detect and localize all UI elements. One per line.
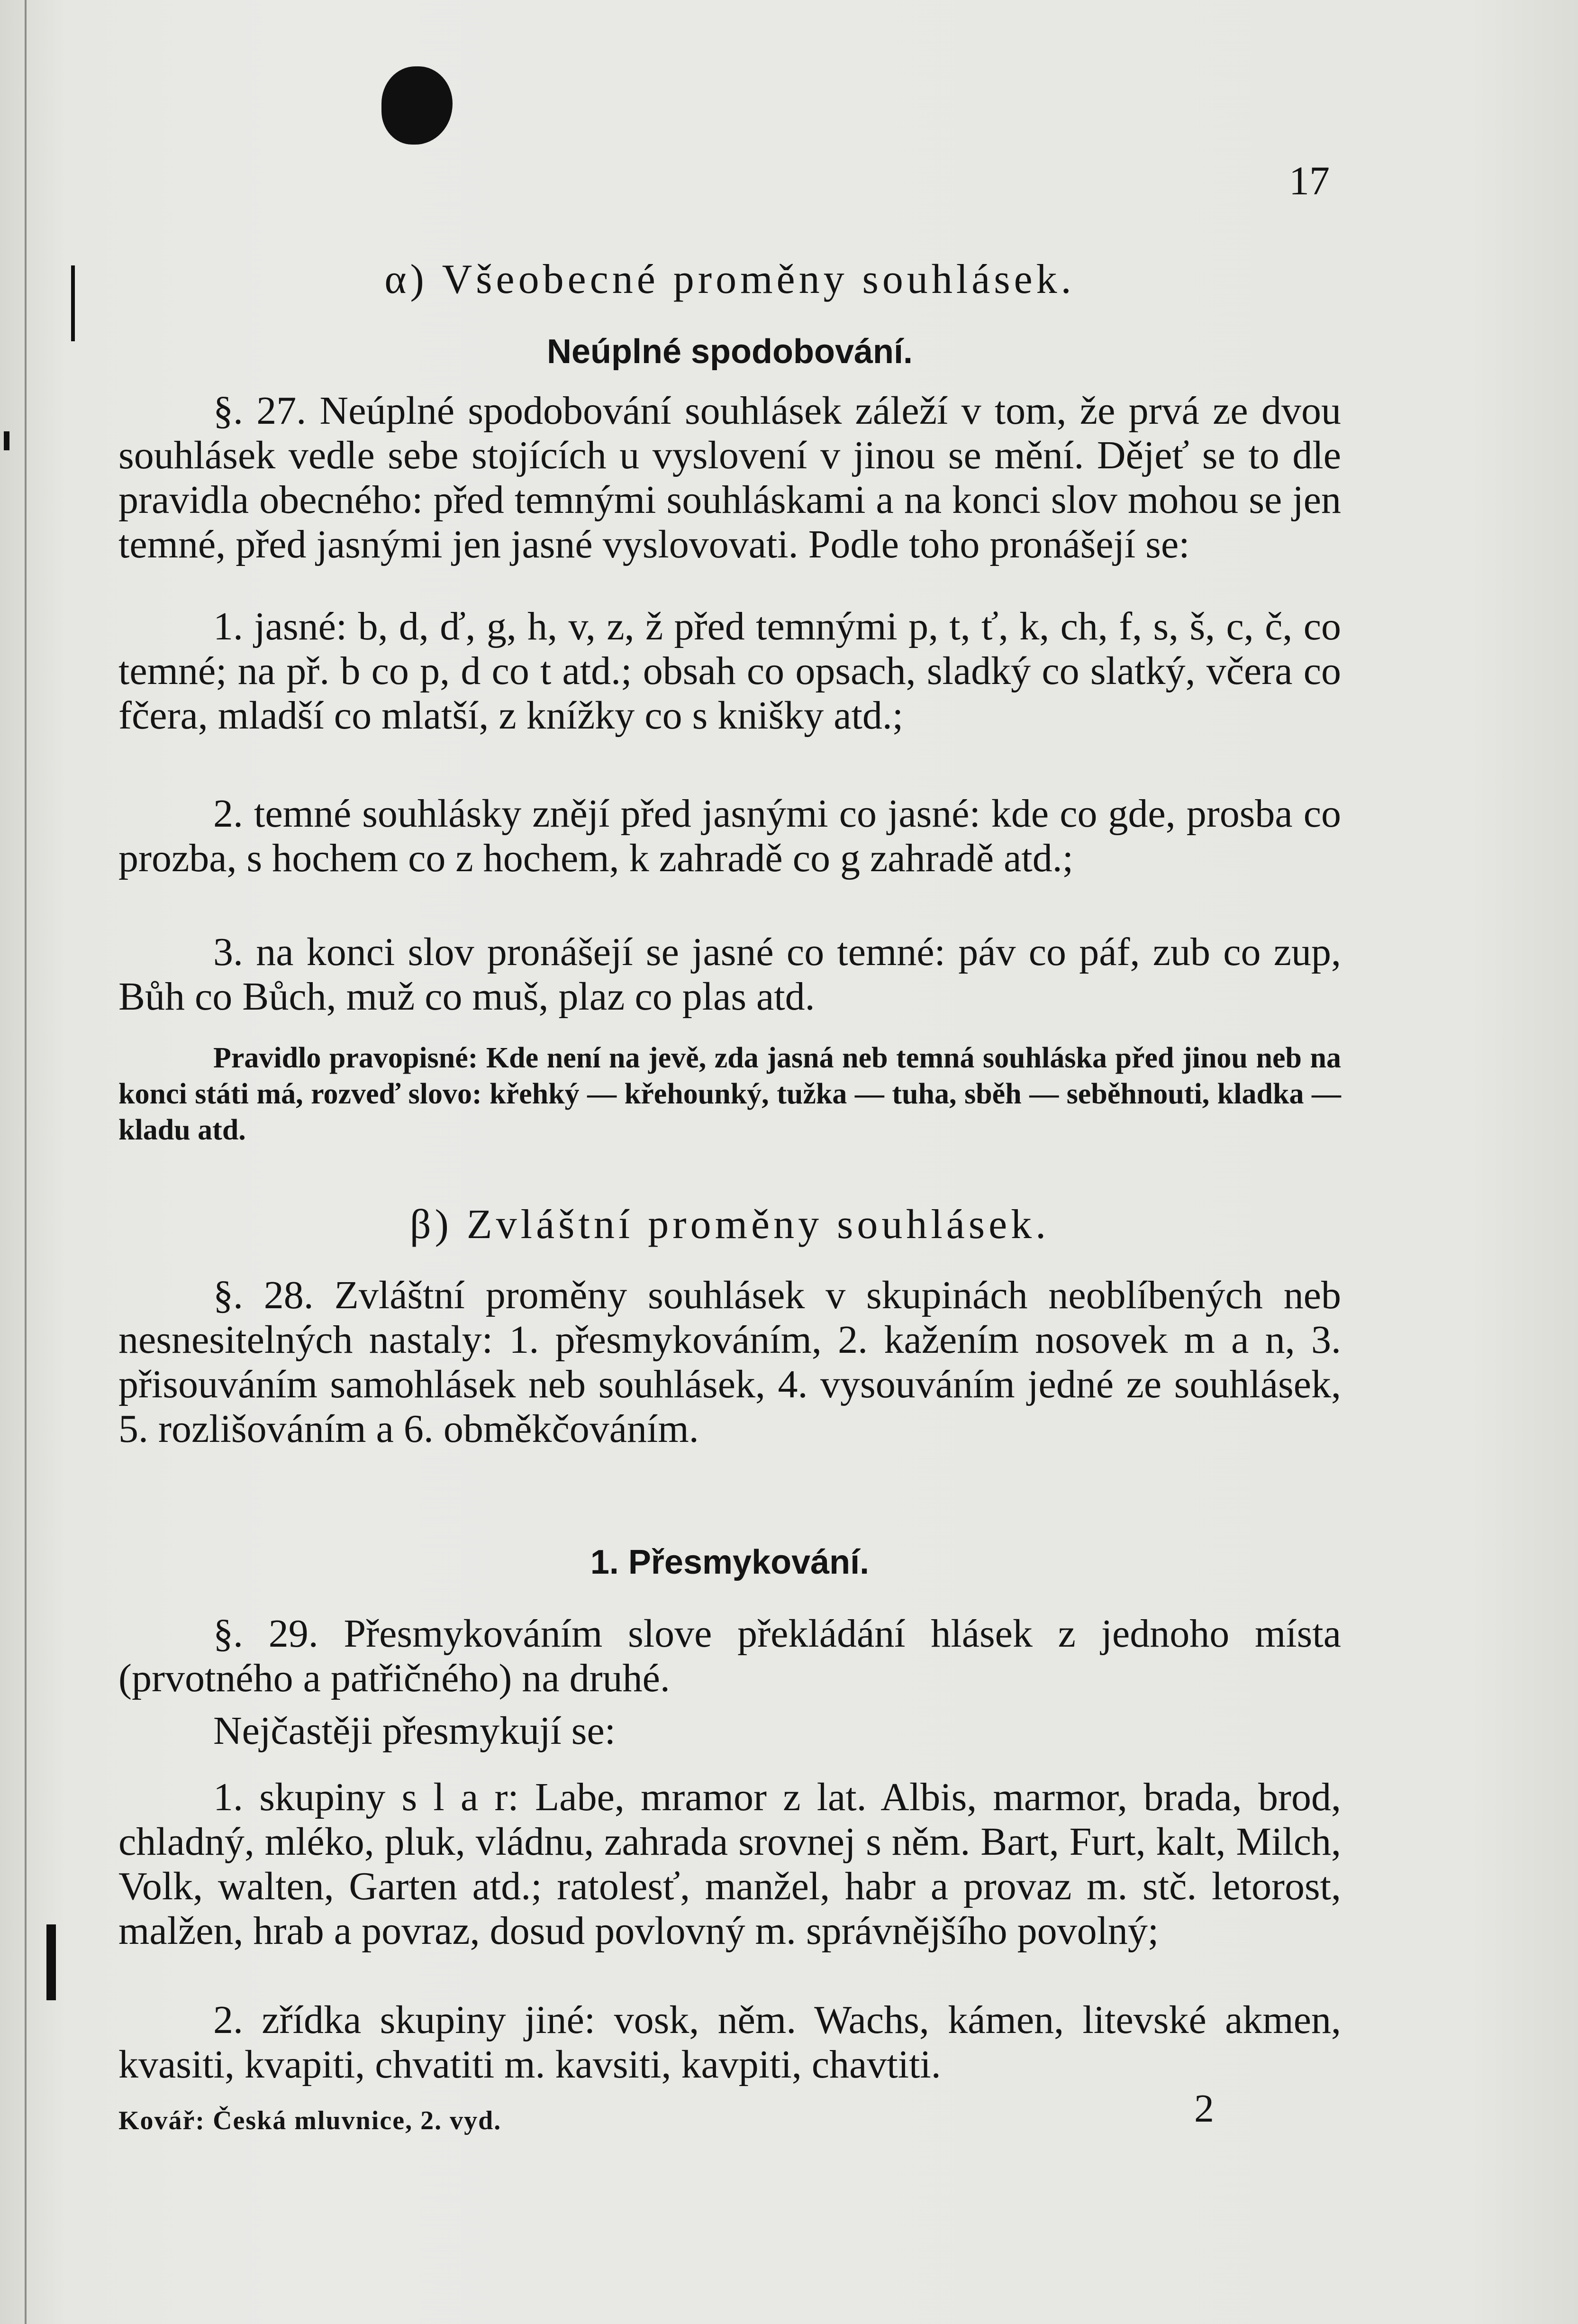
orthography-note: Pravidlo pravopisné: Kde není na jevě, zda jasná neb temná souhláska před jinou neb na konci státi má, rozveď slovo: křehký — křehounký, tužka — tuha, sběh — seběhnouti, kladka — kladu atd.: [118, 1042, 1341, 1146]
page-number: 17: [1289, 158, 1330, 203]
rule-3: 3. na konci slov pronášejí se jasné co temné: páv co páf, zub co zup, Bůh co Bůch, muž co muš, plaz co plas atd.: [118, 930, 1341, 1019]
ink-blot: [381, 66, 453, 145]
rule-1: 1. jasné: b, d, ď, g, h, v, z, ž před temnými p, t, ť, k, ch, f, s, š, c, č, co temné; na př. b co p, d co t atd.; obsah co opsach, sladký co slatký, včera co fčera, mladší co mlatší, z knížky co s knišky atd.;: [118, 604, 1341, 738]
rule-1-block: [118, 604, 1341, 738]
metathesis-2-block: [118, 1998, 1341, 2087]
edge-mark-bottom: [46, 1924, 56, 2000]
edge-mark-top: [71, 265, 75, 341]
rule-2: 2. temné souhlásky znějí před jasnými co jasné: kde co gde, prosba co prozba, s hochem co z hochem, k zahradě co g zahradě atd.;: [118, 792, 1341, 880]
subheading-incomplete-assimilation: Neúplné spodobování.: [546, 333, 913, 371]
paragraph-27: §. 27. Neúplné spodobování souhlásek záleží v tom, že prvá ze dvou souhlásek vedle sebe stojících u vyslovení v jinou se mění. Dějeť se to dle pravidla obecného: před temnými souhláskami a na konci slov mohou se jen temné, před jasnými jen jasné vyslovovati. Podle toho pronášejí se:: [118, 389, 1341, 566]
paragraph-27-block: [118, 389, 1341, 567]
paragraph-29: §. 29. Přesmykováním slove překládání hlásek z jednoho místa (prvotného a patřičného) na druhé.: [118, 1612, 1341, 1700]
intro-block: [118, 1709, 1341, 1753]
signature-mark: 2: [1194, 2087, 1214, 2131]
metathesis-1-block: [118, 1775, 1341, 1953]
edge-mark-mid: [4, 431, 9, 450]
metathesis-1: 1. skupiny s l a r: Labe, mramor z lat. Albis, marmor, brada, brod, chladný, mléko, pluk, vládnu, zahrada srovnej s něm. Bart, Furt, kalt, Milch, Volk, walten, Garten atd.; ratolesť, manžel, habr a provaz m. stč. letorost, malžen, hrab a povraz, dosud povlovný m. správnějšího povolný;: [118, 1775, 1341, 1953]
footer-citation: Kovář: Česká mluvnice, 2. vyd.: [118, 2106, 502, 2135]
binding-edge: [25, 0, 27, 2324]
metathesis-2: 2. zřídka skupiny jiné: vosk, něm. Wachs, kámen, litevské akmen, kvasiti, kvapiti, chvatiti m. kavsiti, kavpiti, chavtiti.: [118, 1998, 1341, 2087]
orthography-note-block: [118, 1040, 1341, 1148]
rule-3-block: [118, 930, 1341, 1019]
section-alpha-heading: α) Všeobecné proměny souhlásek.: [384, 256, 1075, 302]
rule-2-block: [118, 792, 1341, 881]
paragraph-29-block: [118, 1612, 1341, 1701]
intro-most-often: Nejčastěji přesmykují se:: [213, 1709, 616, 1753]
paragraph-28: §. 28. Zvláštní proměny souhlásek v skupinách neoblíbených neb nesnesitelných nastaly: 1. přesmykováním, 2. kažením nosovek m a n, 3. přisouváním samohlásek neb souhlásek, 4. vysouváním jedné ze souhlásek, 5. rozlišováním a 6. obměkčováním.: [118, 1273, 1341, 1451]
subheading-metathesis: 1. Přesmykování.: [590, 1543, 870, 1581]
section-beta-heading: β) Zvláštní proměny souhlásek.: [409, 1202, 1050, 1248]
paragraph-28-block: [118, 1273, 1341, 1451]
